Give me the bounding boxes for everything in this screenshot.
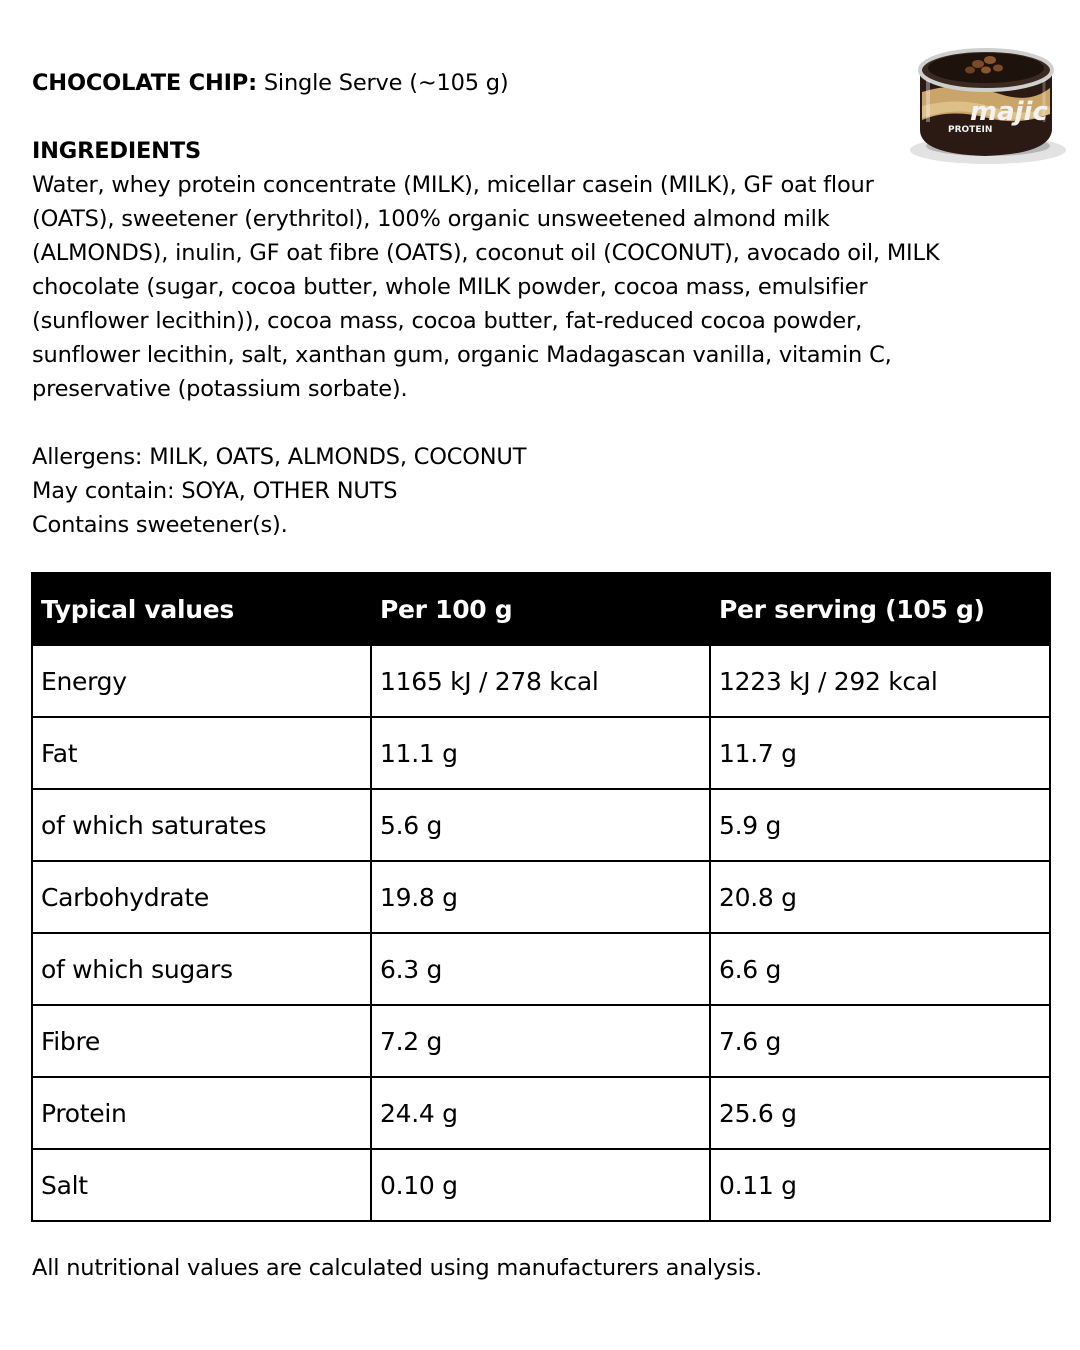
label-content: [32, 66, 952, 542]
jar-brand-text: majic: [970, 97, 1048, 127]
value-per-serving: 0.11 g: [710, 1149, 1050, 1221]
allergens-line: Allergens: MILK, OATS, ALMONDS, COCONUT: [32, 444, 527, 470]
header-per-100g: Per 100 g: [371, 573, 710, 645]
table-row: [32, 1005, 1050, 1077]
nutrient-name: of which saturates: [32, 789, 371, 861]
jar-brand-sub: PROTEIN: [948, 125, 993, 135]
nutrient-name: Energy: [32, 645, 371, 717]
ingredients-heading: INGREDIENTS: [32, 138, 201, 164]
value-per-serving: 6.6 g: [710, 933, 1050, 1005]
value-per-serving: 1223 kJ / 292 kcal: [710, 645, 1050, 717]
value-per-100g: 11.1 g: [371, 717, 710, 789]
nutrient-name: Fibre: [32, 1005, 371, 1077]
nutrition-table: [31, 572, 1051, 1222]
ingredients-text: Water, whey protein concentrate (MILK), micellar casein (MILK), GF oat flour (OATS), sweetener (erythritol), 100% organic unsweetened almond milk (ALMONDS), inulin, GF oat fibre (OATS), coconut oil (COCONUT), avocado oil, MILK chocolate (sugar, cocoa butter, whole MILK powder, cocoa mass, emulsifier (sunflower lecithin)), cocoa mass, cocoa butter, fat-reduced cocoa powder, sunflower lecithin, salt, xanthan gum, organic Madagascan vanilla, vitamin C, preservative (potassium sorbate).: [32, 172, 940, 402]
product-jar-image: [900, 22, 1070, 172]
table-row: [32, 933, 1050, 1005]
value-per-100g: 24.4 g: [371, 1077, 710, 1149]
nutrition-header-row: [32, 573, 1050, 645]
allergen-info: [32, 440, 952, 542]
value-per-100g: 6.3 g: [371, 933, 710, 1005]
nutrient-name: of which sugars: [32, 933, 371, 1005]
table-row: [32, 645, 1050, 717]
table-row: [32, 1077, 1050, 1149]
value-per-serving: 11.7 g: [710, 717, 1050, 789]
product-name: CHOCOLATE CHIP:: [32, 70, 257, 96]
product-title-line: [32, 66, 952, 100]
nutrient-name: Protein: [32, 1077, 371, 1149]
may-contain-line: May contain: SOYA, OTHER NUTS: [32, 478, 398, 504]
nutrient-name: Salt: [32, 1149, 371, 1221]
value-per-100g: 0.10 g: [371, 1149, 710, 1221]
table-row: [32, 717, 1050, 789]
table-row: [32, 1149, 1050, 1221]
header-per-serving: Per serving (105 g): [710, 573, 1050, 645]
table-row: [32, 861, 1050, 933]
value-per-100g: 1165 kJ / 278 kcal: [371, 645, 710, 717]
nutrient-name: Carbohydrate: [32, 861, 371, 933]
header-typical-values: Typical values: [32, 573, 371, 645]
table-row: [32, 789, 1050, 861]
value-per-100g: 7.2 g: [371, 1005, 710, 1077]
nutrition-footnote: All nutritional values are calculated using manufacturers analysis.: [32, 1255, 763, 1281]
value-per-serving: 20.8 g: [710, 861, 1050, 933]
value-per-serving: 25.6 g: [710, 1077, 1050, 1149]
value-per-100g: 19.8 g: [371, 861, 710, 933]
serving-size: Single Serve (~105 g): [263, 70, 509, 96]
value-per-100g: 5.6 g: [371, 789, 710, 861]
sweetener-line: Contains sweetener(s).: [32, 512, 288, 538]
value-per-serving: 5.9 g: [710, 789, 1050, 861]
value-per-serving: 7.6 g: [710, 1005, 1050, 1077]
nutrient-name: Fat: [32, 717, 371, 789]
